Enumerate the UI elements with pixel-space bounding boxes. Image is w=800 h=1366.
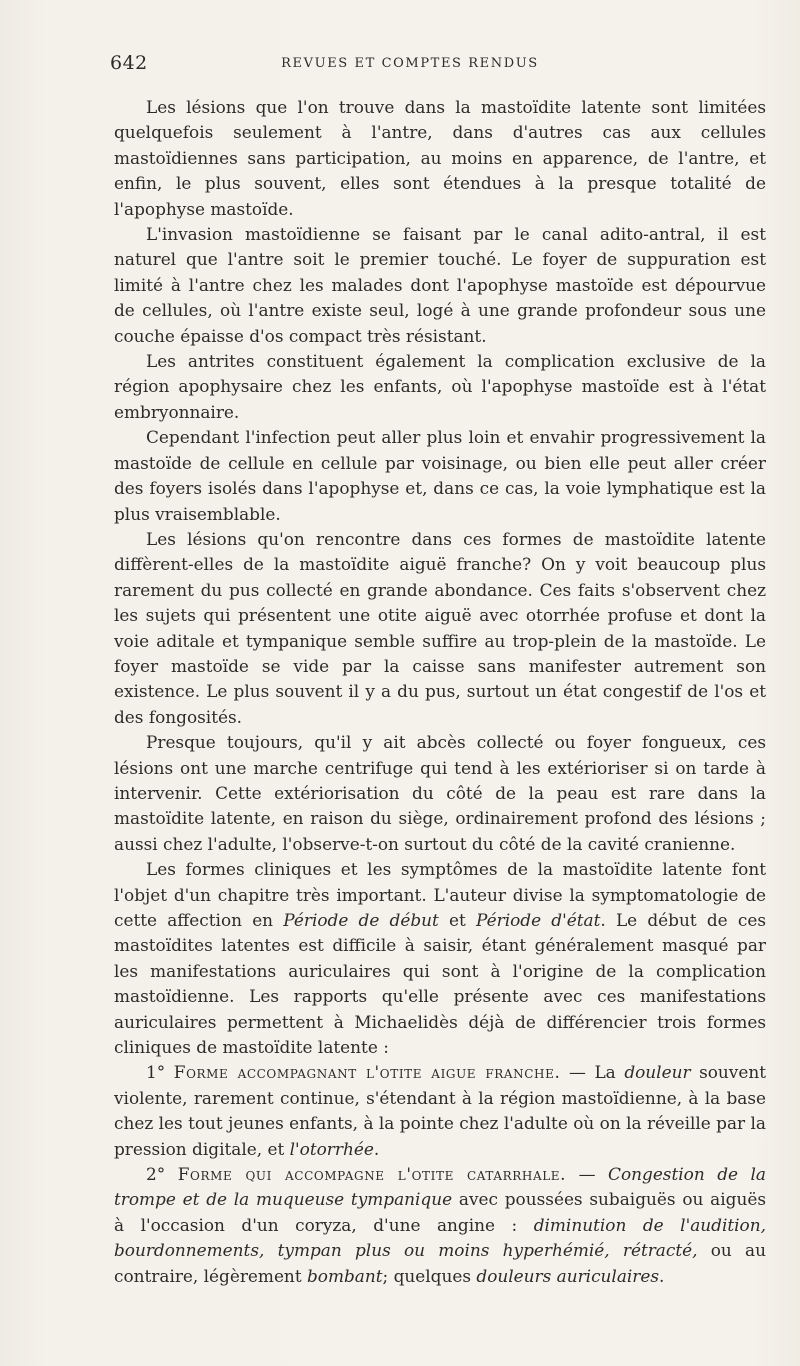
list-number: 1° (146, 1062, 174, 1083)
text-run: — La (560, 1062, 625, 1083)
paragraph-clinical-forms (114, 857, 766, 1060)
paragraph-antritis-children: Les antrites constituent également la complication exclusive de la région apophysaire chez les enfants, où l'apophyse mastoïde est à l'état embryonnaire. (114, 351, 766, 422)
italic-term-debut: Période de début (283, 910, 439, 930)
italic-term: Congestion de la trompe et de la muqueuse tympanique (114, 1164, 766, 1210)
italic-term: diminution de l'audition, bourdonnements, tympan plus ou moins hyperhémié, rétracté, (114, 1214, 766, 1261)
text-run: . (659, 1265, 665, 1286)
paragraph-mastoid-invasion: L'invasion mastoïdienne se faisant par le canal adito-antral, il est naturel que l'antre soit le premier touché. Le foyer de suppuration est limité à l'antre chez les malades dont l'apophyse mastoïde est dépourvue de cellules, où l'antre existe seul, logé à une grande profondeur sous une couche épaisse d'os compact très résistant. (114, 224, 766, 346)
text-run: — (566, 1164, 609, 1185)
body-text (114, 95, 766, 1289)
paragraph-lesions-location: Les lésions que l'on trouve dans la mastoïdite latente sont limitées quelquefois seulement à l'antre, dans d'autres cas aux cellules mastoïdiennes sans participation, au moins en apparence, de l'antre, et enfin, le plus souvent, elles sont étendues à la presque totalité de l'apophyse mastoïde. (114, 97, 766, 219)
italic-term: l'otorrhée (289, 1138, 374, 1159)
paragraph-form-two (114, 1162, 766, 1289)
italic-term: douleur (624, 1062, 691, 1083)
italic-term: douleurs auriculaires (476, 1265, 660, 1286)
italic-term: bombant (306, 1265, 383, 1286)
running-title: REVUES ET COMPTES RENDUS (281, 56, 539, 71)
form-heading: Forme accompagnant l'otite aigue franche. (173, 1062, 561, 1083)
text-run: avec poussées subaiguës ou aiguës à l'occasion d'un coryza, d'une angine : (114, 1189, 766, 1235)
text-run: souvent violente, rarement continue, s'étendant à la région mastoïdienne, à la base chez les tout jeunes enfants, à la pointe chez l'adulte où on la réveille par la pression digitale, et (114, 1062, 767, 1159)
text-run: Les formes cliniques et les symptômes de la mastoïdite latente font l'objet d'un chapitre très important. L'auteur divise la symptomatologie de cette affection en (114, 859, 766, 930)
page-number: 642 (110, 52, 148, 74)
text-run: ou au contraire, légèrement (114, 1240, 766, 1286)
italic-term-etat: Période d'état (476, 910, 601, 930)
page-header (110, 52, 710, 76)
paragraph-centrifugal-course: Presque toujours, qu'il y ait abcès collecté ou foyer fongueux, ces lésions ont une marche centrifuge qui tend à les extérioriser si on tarde à intervenir. Cette extériorisation du côté de la peau est rare dans la mastoïdite latente, en raison du siège, ordinairement profond des lésions ; aussi chez l'adulte, l'observe-t-on surtout du côté de la cavité cranienne. (114, 732, 766, 854)
list-number: 2° (146, 1164, 178, 1185)
form-heading: Forme qui accompagne l'otite catarrhale. (177, 1164, 567, 1185)
text-run: et (438, 910, 477, 930)
paragraph-form-one (114, 1060, 766, 1162)
paragraph-infection-spread: Cependant l'infection peut aller plus loin et envahir progressivement la mastoïde de cellule en cellule par voisinage, ou bien elle peut aller créer des foyers isolés dans l'apophyse et, dans ce cas, la voie lymphatique est la plus vraisemblable. (114, 427, 766, 524)
text-run: . (373, 1138, 380, 1159)
paragraph-lesions-comparison: Les lésions qu'on rencontre dans ces formes de mastoïdite latente diffèrent-elles de la mastoïdite aiguë franche? On y voit beaucoup plus rarement du pus collecté en grande abondance. Ces faits s'observent chez les sujets qui présentent une otite aiguë avec otorrhée profuse et dont la voie aditale et tympanique semble suffire au trop-plein de la mastoïde. Le foyer mastoïde se vide par la caisse sans manifester autrement son existence. Le plus souvent il y a du pus, surtout un état congestif de l'os et des fongosités. (114, 528, 766, 727)
text-run: . Le début de ces mastoïdites latentes est difficile à saisir, étant généralement masqué par les manifestations auriculaires qui sont à l'origine de la complication mastoïdienne. Les rapports qu'elle présente avec ces manifestations auriculaires permettent à Michaelidès déjà de différencier trois formes cliniques de mastoïdite latente : (114, 910, 766, 1058)
text-run: ; quelques (382, 1265, 477, 1286)
